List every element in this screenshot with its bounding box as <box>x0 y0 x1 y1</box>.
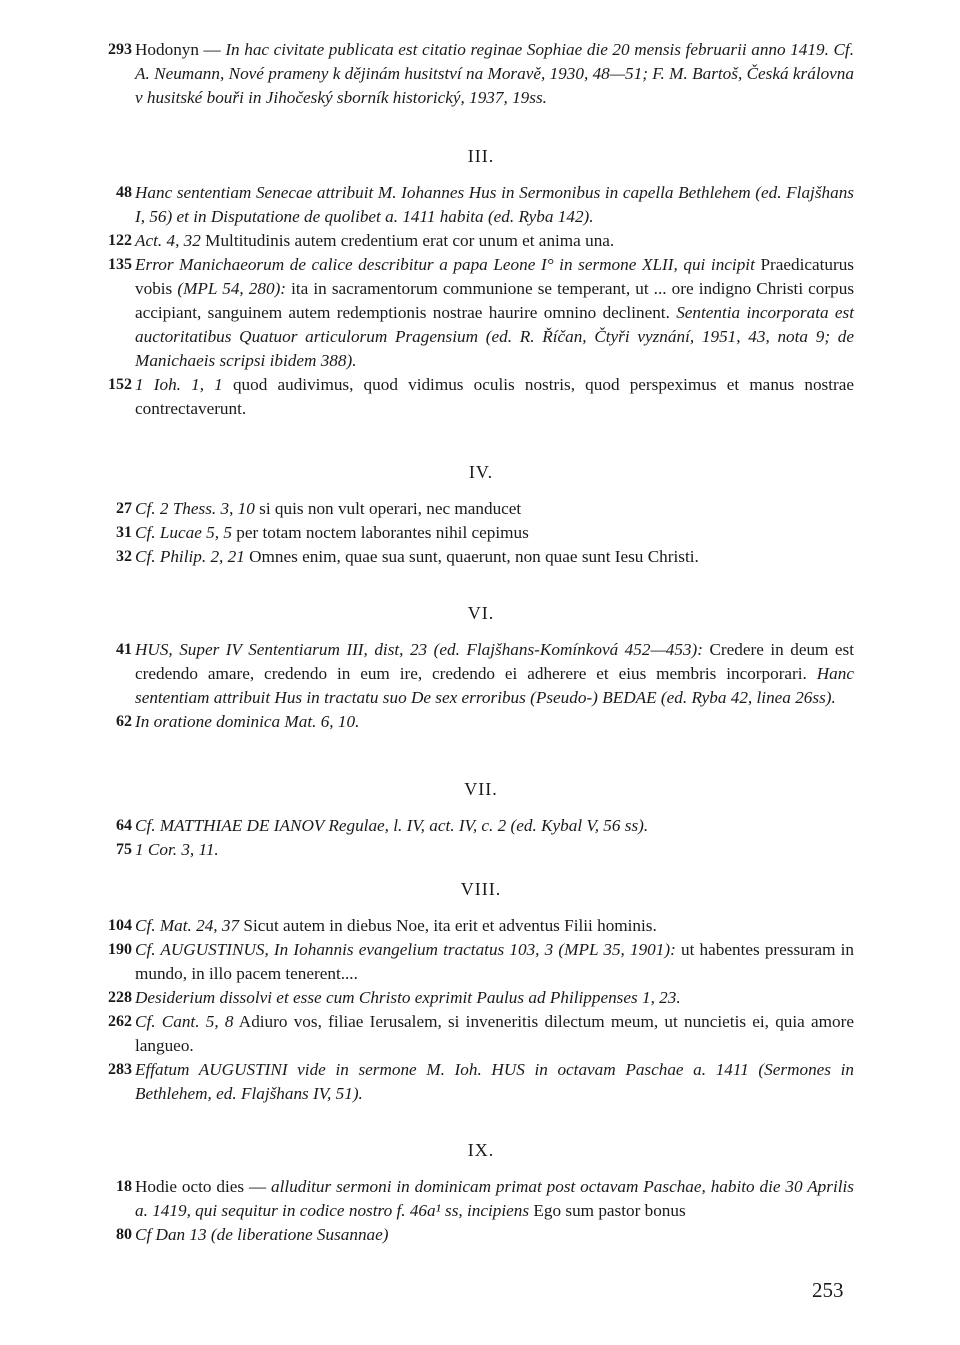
footnote <box>108 229 854 253</box>
footnote-text: Omnes enim, quae sua sunt, quaerunt, non quae sunt Iesu Christi. <box>244 547 699 566</box>
footnote-text: Hodie octo dies — <box>135 1177 272 1196</box>
footnote <box>108 1223 854 1247</box>
section-heading: IX. <box>467 1140 495 1160</box>
footnote-text: Cf. 2 Thess. 3, 10 <box>135 499 255 518</box>
footnote-number: 152 <box>108 376 132 393</box>
footnote <box>108 1058 854 1106</box>
footnote-text: quod audivimus, quod vidimus oculis nostris, quod perspeximus et manus nostrae contrectaverunt. <box>135 375 854 418</box>
section-heading: VII. <box>464 779 498 799</box>
section-viii <box>108 879 854 1106</box>
footnote-text: Cf Dan 13 (de liberatione Susannae) <box>135 1225 389 1244</box>
footnote <box>108 986 854 1010</box>
footnote <box>108 1010 854 1058</box>
footnote-text: Hanc sententiam Senecae attribuit M. Iohannes Hus in Sermonibus in capella Bethlehem (ed. Flajšhans I, 56) et in Disputatione de quolibet a. 1411 habita (ed. Ryba 142). <box>135 183 854 226</box>
section-heading: III. <box>467 146 495 166</box>
footnote-number: 18 <box>116 1178 132 1195</box>
footnote-text: Effatum AUGUSTINI vide in sermone M. Ioh. HUS in octavam Paschae a. 1411 (Sermones in Bethlehem, ed. Flajšhans IV, 51). <box>135 1060 854 1103</box>
footnote <box>108 1175 854 1223</box>
footnote <box>108 497 854 521</box>
footnote-text: HUS, Super IV Sententiarum III, dist, 23 (ed. Flajšhans-Komínková 452—453): <box>135 640 710 659</box>
footnote <box>108 38 854 110</box>
footnote <box>108 181 854 229</box>
footnote-text: si quis non vult operari, nec manducet <box>254 499 522 518</box>
footnote-text: In oratione dominica Mat. 6, 10. <box>135 712 360 731</box>
footnote <box>108 373 854 421</box>
footnote <box>108 838 854 862</box>
footnote <box>108 253 854 373</box>
footnote <box>108 814 854 838</box>
footnote <box>108 638 854 710</box>
footnote <box>108 521 854 545</box>
footnote-number: 293 <box>108 41 132 58</box>
footnote-text: per totam noctem laborantes nihil cepimus <box>231 523 529 542</box>
footnote-number: 104 <box>108 917 132 934</box>
footnote-number: 262 <box>108 1013 132 1030</box>
footnote-text: 1 Ioh. 1, 1 <box>135 375 223 394</box>
footnote-text: Sicut autem in diebus Noe, ita erit et adventus Filii hominis. <box>239 916 657 935</box>
footnote-text: Multitudinis autem credentium erat cor unum et anima una. <box>200 231 615 250</box>
footnote-text: alluditur sermoni in dominicam primat post octavam Paschae, habito die 30 Aprilis a. 1419, qui sequitur in codice nostro f. 46a¹ ss, incipiens <box>135 1177 854 1220</box>
page-number: 253 <box>812 1278 844 1302</box>
footnote <box>108 710 854 734</box>
footnote <box>108 938 854 986</box>
footnote-number: 32 <box>116 548 132 565</box>
section-iv <box>108 462 854 569</box>
footnote-text: Credere in deum est credendo amare, credendo in eum ire, credendo ei adherere et eius membris incorporari. <box>135 640 854 683</box>
footnote-text: Error Manichaeorum de calice describitur a papa Leone I° in sermone XLII, qui incipit <box>135 255 761 274</box>
footnote-number: 62 <box>116 713 132 730</box>
footnote-number: 135 <box>108 256 132 273</box>
footnote-text: Hanc sententiam attribuit Hus in tractatu suo De sex erroribus (Pseudo-) BEDAE (ed. Ryba 42, linea 26ss). <box>135 664 854 707</box>
section-ix <box>108 1140 854 1247</box>
footnote-number: 283 <box>108 1061 132 1078</box>
footnote-text: Adiuro vos, filiae Ierusalem, si inveneritis dilectum meum, ut nuncietis ei, quia amore langueo. <box>135 1012 854 1055</box>
footnote-text: ut habentes pressuram in mundo, in illo pacem tenerent.... <box>135 940 854 983</box>
footnote-text: Ego sum pastor bonus <box>533 1201 686 1220</box>
footnote <box>108 545 854 569</box>
footnote-text: Act. 4, 32 <box>135 231 201 250</box>
footnote-text: Desiderium dissolvi et esse cum Christo exprimit Paulus ad Philippenses 1, 23. <box>135 988 681 1007</box>
section-iii <box>108 146 854 421</box>
section-heading: VI. <box>467 603 495 623</box>
note-block-top <box>108 38 854 110</box>
section-vii <box>108 779 854 862</box>
footnote-number: 80 <box>116 1226 132 1243</box>
footnote-text: Sententia incorporata est auctoritatibus Quatuor articulorum Pragensium (ed. R. Říčan, Čtyři vyznání, 1951, 43, nota 9; de Manichaeis scripsi ibidem 388). <box>135 303 854 370</box>
footnote-number: 41 <box>116 641 132 658</box>
footnote-text: Cf. AUGUSTINUS, In Iohannis evangelium tractatus 103, 3 (MPL 35, 1901): <box>135 940 681 959</box>
footnote-text: (MPL 54, 280): <box>177 279 292 298</box>
footnote-text: Cf. Lucae 5, 5 <box>135 523 232 542</box>
footnote-number: 48 <box>116 184 132 201</box>
footnote-text: ita in sacramentorum communione se temperant, ut ... ore indigno Christi corpus accipiant, sanguinem autem redemptionis nostrae haurire omnino declinent. <box>135 279 855 322</box>
footnote-number: 122 <box>108 232 132 249</box>
footnote-text: 1 Cor. 3, 11. <box>135 840 219 859</box>
footnote-text: Praedicaturus vobis <box>135 255 854 298</box>
footnote-number: 64 <box>116 817 132 834</box>
footnote-text: Cf. Mat. 24, 37 <box>135 916 240 935</box>
footnote-text: Cf. Cant. 5, 8 <box>135 1012 234 1031</box>
footnote-text: Cf. MATTHIAE DE IANOV Regulae, l. IV, act. IV, c. 2 (ed. Kybal V, 56 ss). <box>135 816 649 835</box>
footnote-number: 31 <box>116 524 132 541</box>
section-heading: VIII. <box>460 879 502 899</box>
footnote-text: Cf. Philip. 2, 21 <box>135 547 245 566</box>
footnote-text: In hac civitate publicata est citatio reginae Sophiae die 20 mensis februarii anno 1419. Cf. A. Neumann, Nové prameny k dějinám husitství na Moravě, 1930, 48—51; F. M. Bartoš, Česká královna v husitské bouři in Jihočeský sborník historický, 1937, 19ss. <box>135 40 854 107</box>
footnote <box>108 914 854 938</box>
footnote-number: 190 <box>108 941 132 958</box>
footnote-number: 75 <box>116 841 132 858</box>
footnote-number: 27 <box>116 500 132 517</box>
footnote-text: Hodonyn — <box>135 40 226 59</box>
section-heading: IV. <box>468 462 494 482</box>
section-vi <box>108 603 854 734</box>
footnote-number: 228 <box>108 989 132 1006</box>
